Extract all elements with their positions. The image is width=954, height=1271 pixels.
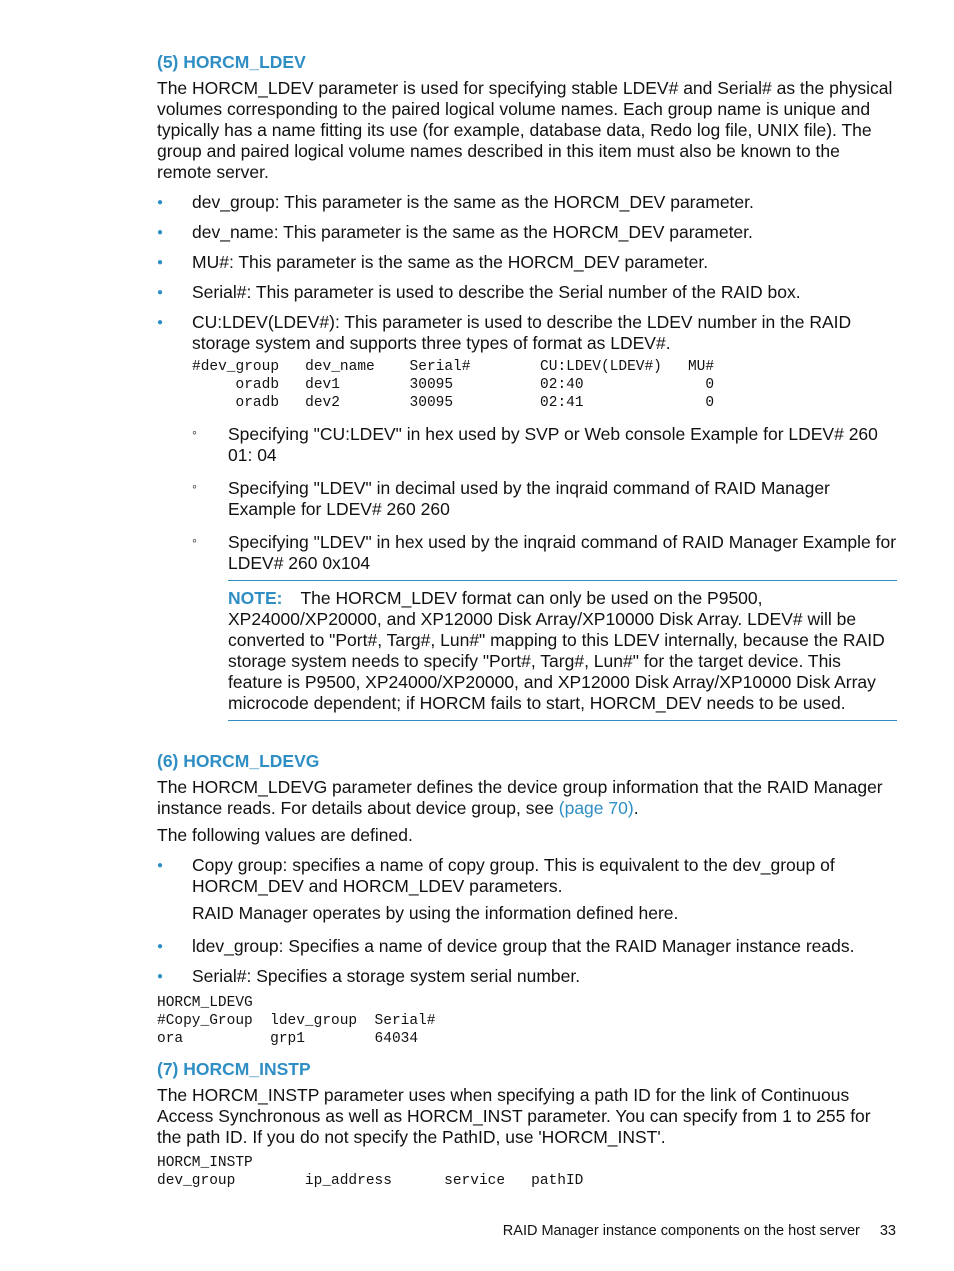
list-item: ● Serial#: This parameter is used to describe the Serial number of the RAID box. <box>157 282 897 303</box>
horcm-ldev-code-example: #dev_group dev_name Serial# CU:LDEV(LDEV#) MU# oradb dev1 30095 02:40 0 oradb dev2 30095 02:41 0 <box>192 359 715 411</box>
intro-end: . <box>633 798 639 818</box>
horcm-instp-intro: The HORCM_INSTP parameter uses when specifying a path ID for the link of Continuous Access Synchronous as well as HORCM_INST parameter. You can specify from 1 to 255 for the path ID. If you do not specify the PathID, use 'HORCM_INST'. <box>157 1085 871 1147</box>
section-heading-horcm-instp: (7) HORCM_INSTP <box>157 1059 311 1079</box>
list-item: ● MU#: This parameter is the same as the HORCM_DEV parameter. <box>157 252 897 273</box>
horcm-ldevg-value-list <box>157 855 897 987</box>
horcm-ldev-parameter-list <box>157 192 897 354</box>
footer-title: RAID Manager instance components on the host server <box>502 1223 860 1239</box>
list-item: ● ldev_group: Specifies a name of device group that the RAID Manager instance reads. <box>157 936 897 957</box>
note-text: The HORCM_LDEV format can only be used on the P9500, XP24000/XP20000, and XP12000 Disk Array/XP10000 Disk Array. LDEV# will be converted to "Port#, Targ#, Lun#" mapping to this LDEV internally, because the RAID storage system needs to specify "Port#, Targ#, Lun#" for the target device. This feature is P9500, XP24000/XP20000, and XP12000 Disk Array/XP10000 Disk Array microcode dependent; if HORCM fails to start, HORCM_DEV needs to be used. <box>228 588 885 713</box>
note-box <box>228 580 897 721</box>
note-text-block <box>228 588 897 714</box>
list-item <box>157 855 897 924</box>
section-heading-horcm-ldev: (5) HORCM_LDEV <box>157 52 306 72</box>
page-footer <box>503 1223 896 1239</box>
page-number: 33 <box>879 1223 896 1239</box>
list-item: ◦ Specifying "LDEV" in hex used by the inqraid command of RAID Manager Example for LDEV# 260 0x104 <box>192 532 897 574</box>
list-item: ◦ Specifying "LDEV" in decimal used by the inqraid command of RAID Manager Example for LDEV# 260 260 <box>192 478 897 520</box>
horcm-ldevg-code-example: HORCM_LDEVG #Copy_Group ldev_group Serial# ora grp1 64034 <box>157 995 436 1047</box>
copy-group-subtext: RAID Manager operates by using the information defined here. <box>192 903 679 923</box>
document-page <box>157 50 897 1190</box>
horcm-ldev-intro: The HORCM_LDEV parameter is used for specifying stable LDEV# and Serial# as the physical volumes corresponding to the paired logical volume names. Each group name is unique and typically has a name fitting its use (for example, database data, Redo log file, UNIX file). The group and paired logical volume names described in this item must also be known to the remote server. <box>157 78 893 182</box>
intro-text: The HORCM_LDEVG parameter defines the device group information that the RAID Manager instance reads. For details about device group, see <box>157 777 883 818</box>
horcm-instp-code-example: HORCM_INSTP dev_group ip_address service pathID <box>157 1155 584 1189</box>
copy-group-text: Copy group: specifies a name of copy group. This is equivalent to the dev_group of HORCM_DEV and HORCM_LDEV parameters. <box>192 855 835 896</box>
values-defined-text: The following values are defined. <box>157 825 413 845</box>
list-item: ◦ Specifying "CU:LDEV" in hex used by SVP or Web console Example for LDEV# 260 01: 04 <box>192 424 897 466</box>
ldev-format-list <box>157 424 897 574</box>
horcm-ldevg-intro <box>157 777 897 819</box>
page-reference-link[interactable]: (page 70) <box>558 798 634 818</box>
list-item: ● dev_name: This parameter is the same as the HORCM_DEV parameter. <box>157 222 897 243</box>
section-heading-horcm-ldevg: (6) HORCM_LDEVG <box>157 751 320 771</box>
note-label: NOTE: <box>228 588 283 608</box>
list-item: ● Serial#: Specifies a storage system serial number. <box>157 966 897 987</box>
list-item: ● dev_group: This parameter is the same as the HORCM_DEV parameter. <box>157 192 897 213</box>
list-item: ● CU:LDEV(LDEV#): This parameter is used to describe the LDEV number in the RAID storage system and supports three types of format as LDEV#. <box>157 312 897 354</box>
